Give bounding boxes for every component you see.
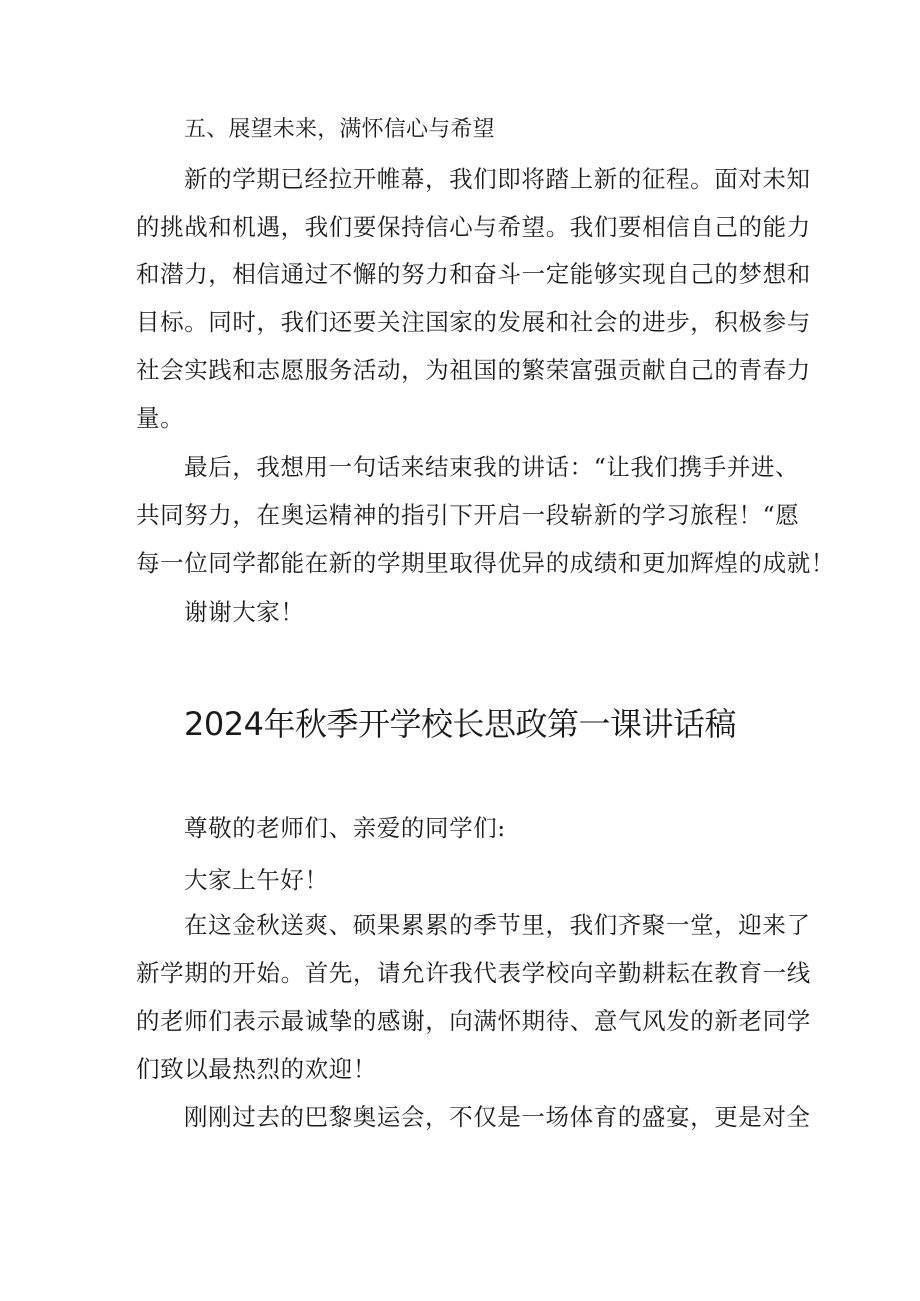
paragraph-closing-line: 每一位同学都能在新的学期里取得优异的成绩和更加辉煌的成就！ <box>136 549 835 577</box>
section-heading: 五、展望未来，满怀信心与希望 <box>184 117 495 142</box>
greeting: 大家上午好！ <box>184 866 329 894</box>
thanks-line: 谢谢大家！ <box>184 598 305 626</box>
salutation: 尊敬的老师们、亲爱的同学们: <box>184 814 506 842</box>
paragraph-future-line: 目标。同时，我们还要关注国家的发展和社会的进步，积极参与 <box>136 308 811 336</box>
paragraph-opening-line: 的老师们表示最诚挚的感谢，向满怀期待、意气风发的新老同学 <box>136 1007 811 1035</box>
paragraph-opening-line: 新学期的开始。首先，请允许我代表学校向辛勤耕耘在教育一线 <box>136 959 811 987</box>
paragraph-opening-line: 在这金秋送爽、硕果累累的季节里，我们齐聚一堂，迎来了 <box>184 911 811 939</box>
paragraph-opening-line: 们致以最热烈的欢迎！ <box>136 1055 377 1083</box>
paragraph-closing-line: 共同努力，在奥运精神的指引下开启一段崭新的学习旅程！“愿 <box>136 501 800 529</box>
paragraph-future-line: 新的学期已经拉开帷幕，我们即将踏上新的征程。面对未知 <box>184 165 811 193</box>
paragraph-closing-line: 最后，我想用一句话来结束我的讲话：“让我们携手并进、 <box>184 453 800 481</box>
paragraph-future-line: 社会实践和志愿服务活动，为祖国的繁荣富强贡献自己的青春力 <box>136 356 811 384</box>
paragraph-future-line: 量。 <box>136 404 185 432</box>
document-title: 2024年秋季开学校长思政第一课讲话稿 <box>184 705 736 743</box>
paragraph-olympics-line: 刚刚过去的巴黎奥运会，不仅是一场体育的盛宴，更是对全 <box>184 1103 811 1131</box>
paragraph-future-line: 的挑战和机遇，我们要保持信心与希望。我们要相信自己的能力 <box>136 213 811 241</box>
paragraph-future-line: 和潜力，相信通过不懈的努力和奋斗一定能够实现自己的梦想和 <box>136 260 811 288</box>
